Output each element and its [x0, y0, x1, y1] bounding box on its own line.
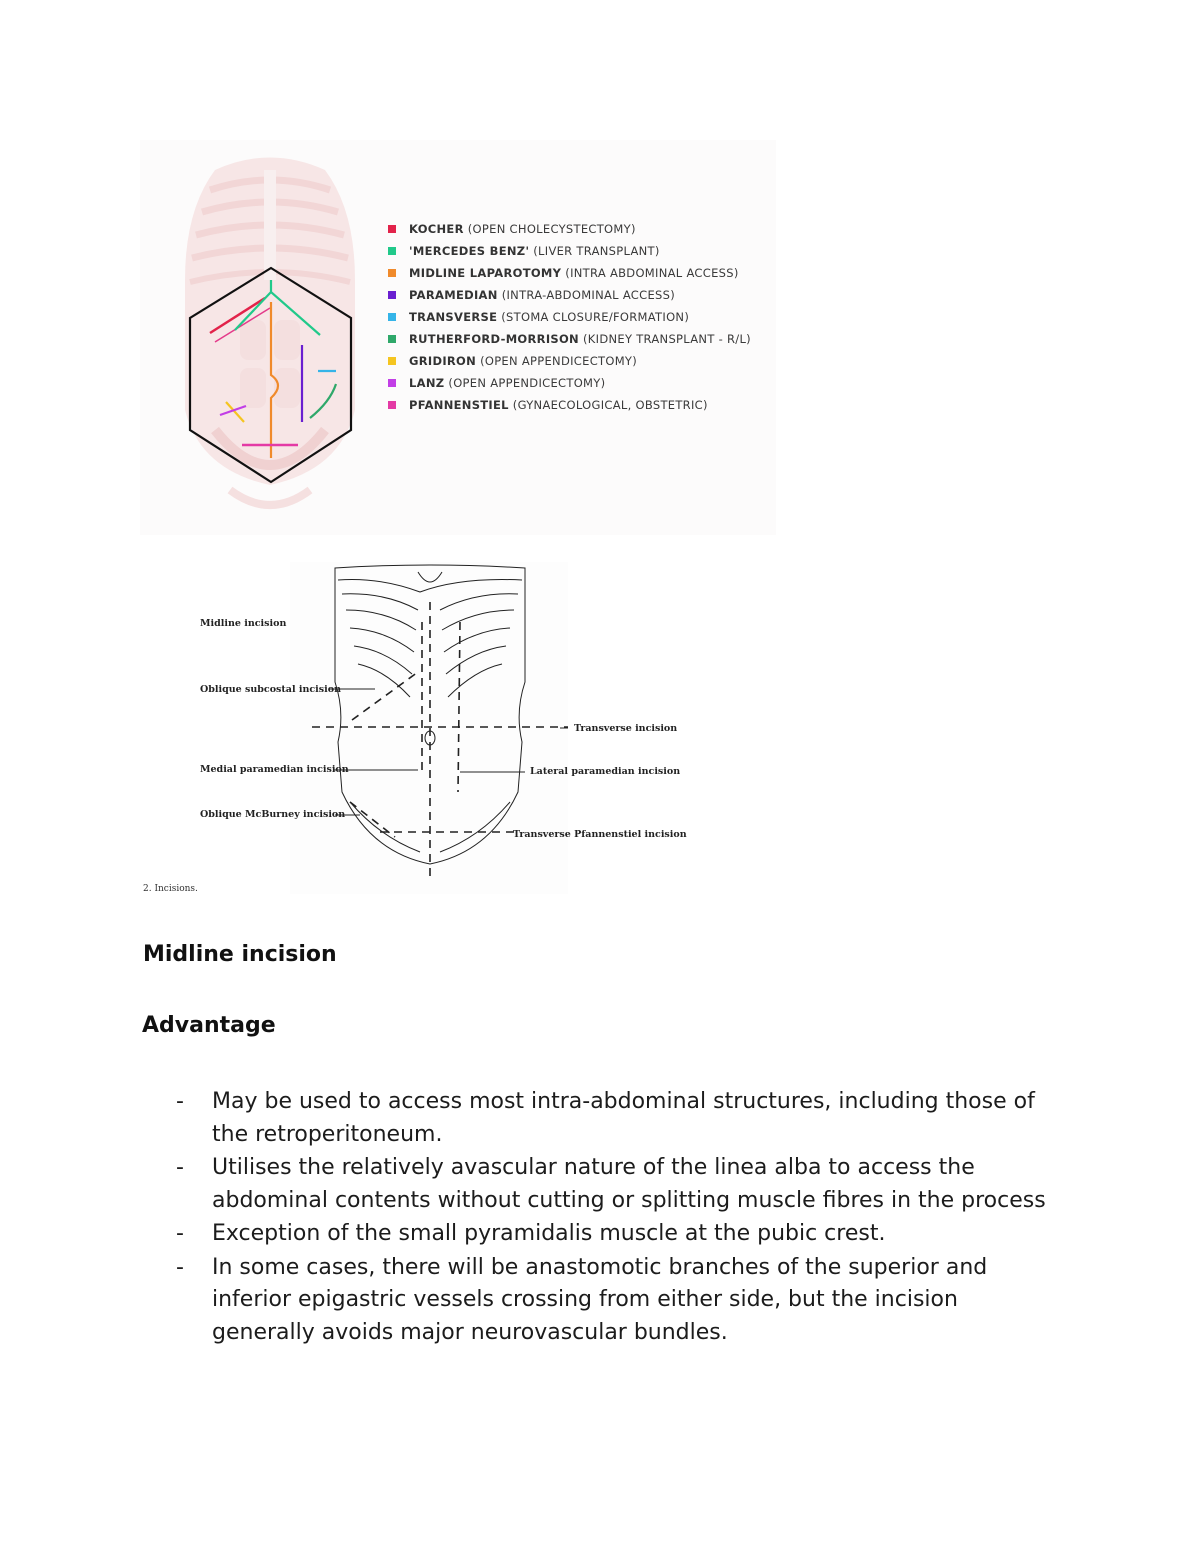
- legend-name: 'MERCEDES BENZ': [409, 244, 530, 258]
- bullet-dash: -: [176, 1221, 184, 1246]
- figure-caption: 2. Incisions.: [143, 884, 198, 894]
- legend-swatch: [388, 379, 396, 387]
- legend-swatch: [388, 313, 396, 321]
- legend-desc: (GYNAECOLOGICAL, OBSTETRIC): [512, 398, 708, 412]
- legend-swatch: [388, 225, 396, 233]
- bullet-dash: -: [176, 1089, 184, 1114]
- legend-swatch: [388, 291, 396, 299]
- legend-item: [388, 394, 751, 416]
- list-item: [176, 1152, 1066, 1217]
- legend-desc: (OPEN APPENDICECTOMY): [480, 354, 638, 368]
- bullet-dash: -: [176, 1155, 184, 1180]
- legend-name: KOCHER: [409, 222, 464, 236]
- rib-line: [338, 580, 522, 593]
- bullet-dash: -: [176, 1254, 184, 1280]
- section-subheading: Advantage: [142, 1013, 276, 1038]
- legend-swatch: [388, 247, 396, 255]
- legend-desc: (INTRA ABDOMINAL ACCESS): [565, 266, 739, 280]
- oblique-subcostal-dash: [352, 672, 418, 720]
- list-item: [176, 1086, 1066, 1151]
- legend-name: PFANNENSTIEL: [409, 398, 509, 412]
- legend-desc: (KIDNEY TRANSPLANT - R/L): [583, 332, 751, 346]
- legend-swatch: [388, 401, 396, 409]
- label-oblique-subcostal: Oblique subcostal incision: [200, 684, 341, 695]
- section-heading: Midline incision: [143, 942, 337, 967]
- label-pfannenstiel: Transverse Pfannenstiel incision: [513, 829, 687, 840]
- mcburney-dash: [350, 802, 395, 837]
- list-item: [176, 1252, 1066, 1350]
- torso-line-drawing: [290, 562, 568, 894]
- legend-swatch: [388, 357, 396, 365]
- legend-item: [388, 350, 751, 372]
- label-transverse: Transverse incision: [574, 723, 678, 734]
- legend-item: [388, 328, 751, 350]
- legend-item: [388, 218, 751, 240]
- label-medial-paramedian: Medial paramedian incision: [200, 764, 349, 775]
- legend-desc: (STOMA CLOSURE/FORMATION): [501, 310, 690, 324]
- label-midline: Midline incision: [200, 618, 287, 629]
- legend-name: MIDLINE LAPAROTOMY: [409, 266, 562, 280]
- legend-item: [388, 372, 751, 394]
- list-item-text: Exception of the small pyramidalis muscle at the pubic crest.: [212, 1221, 886, 1246]
- legend-swatch: [388, 269, 396, 277]
- legend-item: [388, 284, 751, 306]
- list-item: [176, 1218, 1066, 1251]
- lateral-paramedian-dash: [458, 622, 460, 792]
- legend-item: [388, 306, 751, 328]
- legend-name: RUTHERFORD-MORRISON: [409, 332, 579, 346]
- legend-name: PARAMEDIAN: [409, 288, 498, 302]
- list-item-text: May be used to access most intra-abdominal structures, including those of the retroperitoneum.: [212, 1089, 1035, 1147]
- list-item-text: In some cases, there will be anastomotic branches of the superior and inferior epigastric vessels crossing from either side, but the incision generally avoids major neurovascular bundles.: [212, 1254, 988, 1345]
- legend-name: TRANSVERSE: [409, 310, 498, 324]
- incision-line-figure: [290, 562, 568, 894]
- legend-item: [388, 240, 751, 262]
- legend-desc: (INTRA-ABDOMINAL ACCESS): [501, 288, 676, 302]
- incision-legend: [388, 218, 751, 416]
- legend-desc: (OPEN CHOLECYSTECTOMY): [467, 222, 636, 236]
- legend-item: [388, 262, 751, 284]
- legend-name: LANZ: [409, 376, 445, 390]
- legend-desc: (LIVER TRANSPLANT): [533, 244, 660, 258]
- label-lateral-paramedian: Lateral paramedian incision: [530, 766, 681, 777]
- label-oblique-mcburney: Oblique McBurney incision: [200, 809, 346, 820]
- list-item-text: Utilises the relatively avascular nature of the linea alba to access the abdominal contents without cutting or splitting muscle fibres in the process: [212, 1155, 1046, 1213]
- legend-name: GRIDIRON: [409, 354, 477, 368]
- advantage-list: [176, 1086, 1066, 1350]
- legend-desc: (OPEN APPENDICECTOMY): [448, 376, 606, 390]
- legend-swatch: [388, 335, 396, 343]
